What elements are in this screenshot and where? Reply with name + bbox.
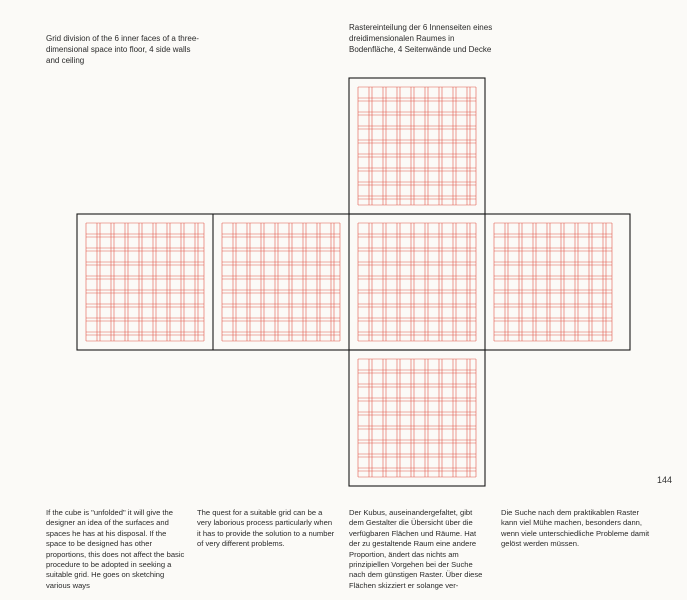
floor-frame [349,350,485,486]
text-column-1: If the cube is "unfolded" it will give the designer an idea of the surfaces and spaces he has at his disposal. If the space to be designed has other proportions, this does not affect the basic procedure to be adopted in seeking a suitable grid. He goes on sketching various ways [46,508,185,590]
ceiling-frame [349,78,485,214]
back-wall-grid [222,223,340,341]
caption-english: Grid division of the 6 inner faces of a three-dimensional space into floor, 4 side walls and ceiling [46,34,199,65]
floor-grid [358,359,476,477]
caption-german: Rastereinteilung der 6 Innenseiten eines dreidimensionalen Raumes in Bodenfläche, 4 Seitenwände und Decke [349,23,493,54]
ceiling-grid [358,87,476,205]
text-column-4: Die Suche nach dem praktikablen Raster kann viel Mühe machen, besonders dann, wenn viele unterschiedliche Probleme damit gelöst werden müssen. [501,508,650,549]
front-wall-grid [494,223,612,341]
right-wall-grid [358,223,476,341]
text-column-3: Der Kubus, auseinandergefaltet, gibt dem Gestalter die Übersicht über die verfügbaren Flächen und Räume. Hat der zu gestaltende Raum eine andere Proportion, ändert das nichts am prinzipiellen Vorgehen bei der Suche nach dem günstigen Raster. Über diese Flächen skizziert er solange ver- [349,508,483,590]
page-number: 144 [657,475,673,485]
text-column-2: The quest for a suitable grid can be a very laborious process particularly when it has to provide the solution to a number of very different problems. [197,508,335,549]
left-wall-grid [86,223,204,341]
